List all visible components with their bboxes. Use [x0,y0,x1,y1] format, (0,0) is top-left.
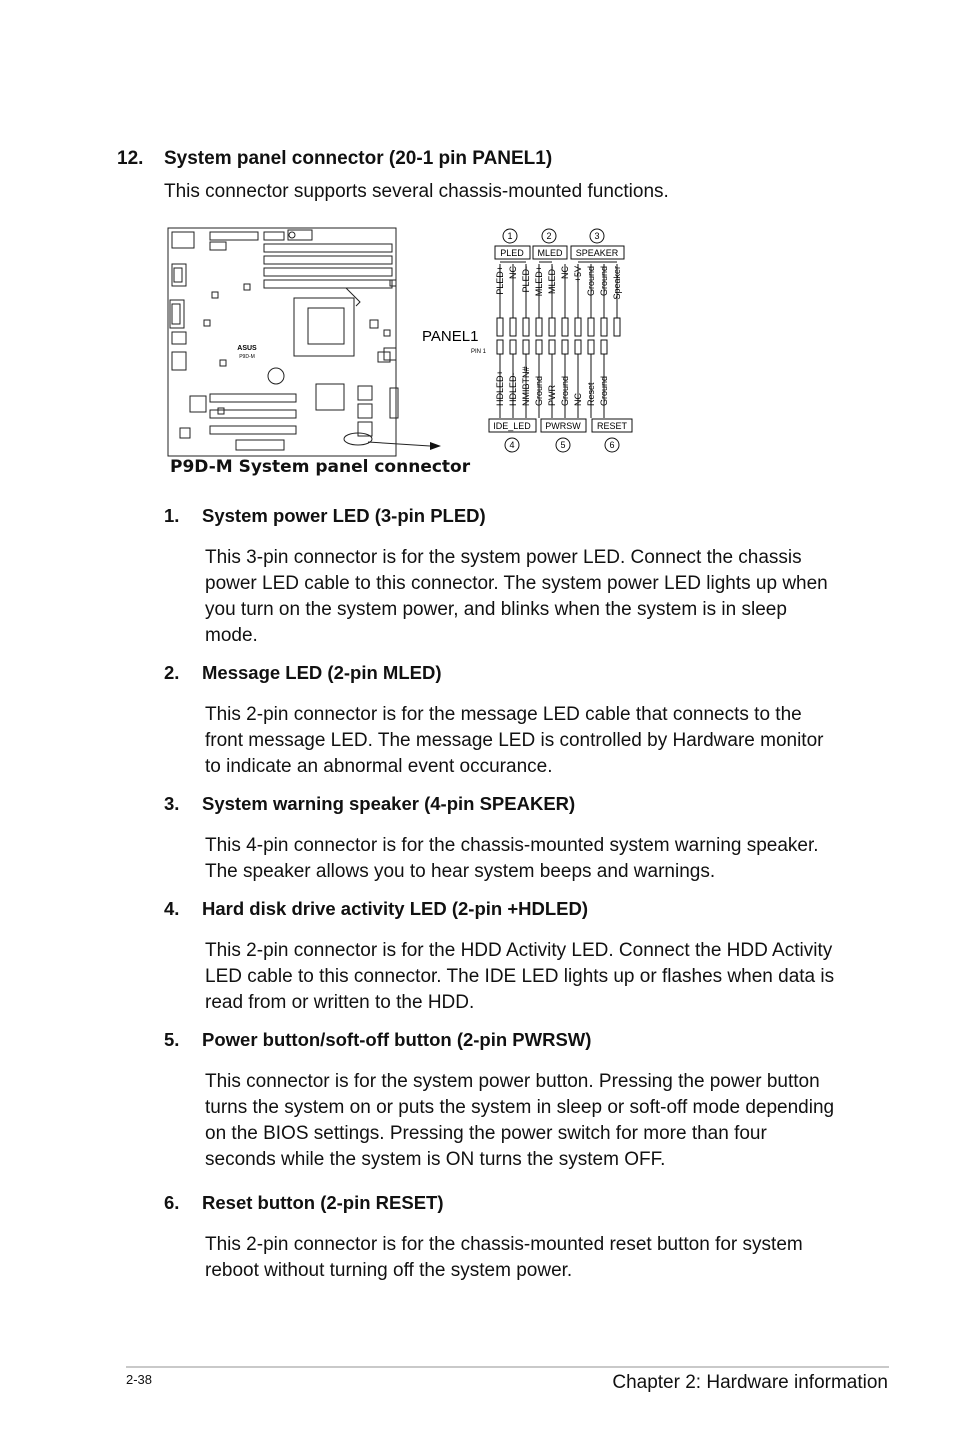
pin-label: NC [573,393,583,406]
item-title [164,505,486,527]
group-number: 4 [509,440,515,450]
group-number: 5 [560,440,566,450]
panel-connector-figure [160,220,640,480]
item-title-text: System power LED (3-pin PLED) [202,505,486,526]
item-title [164,1029,591,1051]
item-title-text: System warning speaker (4-pin SPEAKER) [202,793,576,814]
item-title [164,793,575,815]
item-number: 1. [164,505,180,526]
section-description: This connector supports several chassis-mounted functions. [164,181,669,202]
pin-top [575,318,581,336]
item-number: 5. [164,1029,180,1050]
item-body: This connector is for the system power button. Pressing the power button turns the system on or puts the system in sleep or soft-off mode depending on the BIOS settings. Pressing the power switch for more than four seconds while the system is ON turns the system OFF. [205,1071,835,1170]
pin-label: NMIBTN# [521,366,531,406]
pin-label: Reset [586,382,596,406]
group-label-ide-led: IDE_LED [493,421,531,431]
pin-bottom [575,340,581,354]
group-label-reset: RESET [596,421,628,431]
item-body: This 2-pin connector is for the message LED cable that connects to the front message LED. The message LED is controlled by Hardware monitor to indicate an abnormal event occurance. [205,704,824,777]
item-title-text: Hard disk drive activity LED (2-pin +HDLED) [202,898,589,919]
pin-bottom [562,340,568,354]
item-title-text: Message LED (2-pin MLED) [202,662,442,683]
pin-label: HDLED+ [495,370,505,406]
pin-top [562,318,568,336]
chapter-title: Chapter 2: Hardware information [612,1372,888,1393]
pin-label: Ground [534,375,544,406]
pin-top [549,318,555,336]
item-body: This 2-pin connector is for the chassis-mounted reset button for system reboot without turning off the system power. [205,1234,803,1281]
panel1-connector [495,262,622,418]
pin-label: +5V [573,266,583,283]
pin-top [614,318,620,336]
pin-label: Ground [599,375,609,406]
group-label-mled: MLED [537,248,563,258]
pin-label: Ground [586,266,596,297]
pin-label: NC [508,266,518,279]
pin-bottom [510,340,516,354]
pin-label: Speaker [612,266,622,300]
pointer-arrow-icon [430,442,441,450]
pin-bottom [523,340,529,354]
item-number: 2. [164,662,180,683]
pin-label: MLED+ [534,266,544,297]
section-title [117,148,552,170]
section-number: 12. [117,148,144,169]
section-title-text: System panel connector (20-1 pin PANEL1) [164,148,553,169]
item-title [164,898,588,920]
pin-label: HDLED- [508,372,518,406]
item-number: 6. [164,1192,180,1213]
item-title-text: Power button/soft-off button (2-pin PWRSW) [202,1029,592,1050]
page-number: 2-38 [126,1372,153,1387]
item-title [164,662,442,684]
pin-label: PLED- [521,266,531,293]
group-number: 2 [546,231,552,241]
pin-label: MLED- [547,266,557,295]
pin-top [601,318,607,336]
group-label-speaker: SPEAKER [575,248,619,258]
pin-label: Ground [599,266,609,297]
item-body: This 3-pin connector is for the system power LED. Connect the chassis power LED cable to this connector. The system power LED lights up when you turn on the system power, and blinks when the system is in sleep mode. [205,547,828,646]
group-number: 3 [594,231,600,241]
group-label-pwrsw: PWRSW [545,421,581,431]
pin-label: Ground [560,375,570,406]
item-number: 4. [164,898,180,919]
pin-bottom [601,340,607,354]
pin-bottom [536,340,542,354]
pin-bottom [549,340,555,354]
pin-label: PWR [547,385,557,406]
item-body: This 2-pin connector is for the HDD Activity LED. Connect the HDD Activity LED cable to this connector. The IDE LED lights up or flashes when data is read from or written to the HDD. [205,940,835,1013]
pin-top [536,318,542,336]
footer-divider [126,1366,889,1368]
board-logo: ASUS [237,345,257,352]
pin-bottom [497,340,503,354]
pin-label: PLED+ [495,266,505,295]
board-model: P9D-M [239,354,255,360]
pin-top [523,318,529,336]
pin-bottom [588,340,594,354]
group-number: 6 [609,440,615,450]
item-number: 3. [164,793,180,814]
figure-caption: P9D-M System panel connector [170,457,471,477]
pin-top [588,318,594,336]
connector-label: PANEL1 [422,328,479,345]
item-body: This 4-pin connector is for the chassis-mounted system warning speaker. The speaker allows you to hear system beeps and warnings. [205,835,819,882]
pin-label: NC [560,266,570,279]
motherboard-drawing [168,228,430,456]
item-title [164,1192,444,1214]
pin-top [510,318,516,336]
item-title-text: Reset button (2-pin RESET) [202,1192,444,1213]
pin1-label: PIN 1 [471,349,487,355]
pin-top [497,318,503,336]
group-number: 1 [507,231,513,241]
group-label-pled: PLED [500,248,524,258]
